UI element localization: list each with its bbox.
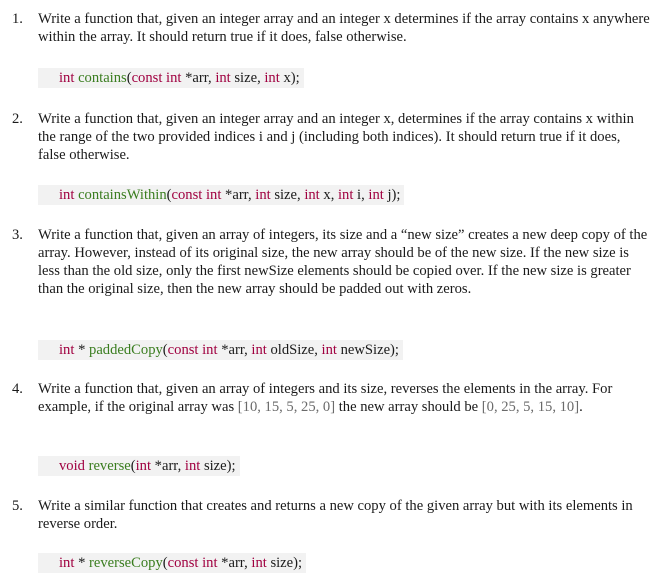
code-keyword: int xyxy=(184,458,204,474)
code-keyword: int xyxy=(264,70,284,86)
code-keyword: int xyxy=(135,458,155,474)
code-text: *arr, xyxy=(225,187,256,203)
problem-text: Write a similar function that creates and returns a new copy of the given array but with its elements in reverse order. xyxy=(38,498,633,532)
code-text: size, xyxy=(234,70,265,86)
code-keyword: int xyxy=(215,70,235,86)
code-function-name: reverseCopy xyxy=(89,555,163,571)
problem-text xyxy=(38,380,650,416)
code-text: ( xyxy=(166,187,172,203)
code-signature-padded-copy xyxy=(38,340,403,360)
code-keyword: int xyxy=(321,342,341,358)
code-keyword: int xyxy=(304,187,324,203)
original-array-example: [10, 15, 5, 25, 0] xyxy=(237,399,336,415)
code-function-name: containsWithin xyxy=(78,187,167,203)
code-keyword: const int xyxy=(167,342,222,358)
code-function-name: contains xyxy=(78,70,127,86)
code-keyword: int xyxy=(337,187,358,203)
code-text: x, xyxy=(323,187,338,203)
code-signature-reverse xyxy=(38,456,240,476)
code-function-name: reverse xyxy=(88,458,131,474)
code-text: oldSize, xyxy=(270,342,322,358)
problem-text-part: . xyxy=(579,399,583,415)
problem-text-part: Write a function that, given an array of integers and its size, reverses the elements in the array. For example, if the original array was xyxy=(38,381,613,415)
code-text: *arr, xyxy=(221,342,252,358)
code-keyword: void xyxy=(59,458,89,474)
code-text: size); xyxy=(270,555,303,571)
problem-number: 1. xyxy=(12,11,23,27)
code-text: * xyxy=(78,342,90,358)
code-keyword: const int xyxy=(131,70,186,86)
code-text: x); xyxy=(283,70,300,86)
problem-number: 5. xyxy=(12,498,23,514)
code-keyword: const int xyxy=(171,187,226,203)
code-keyword: int xyxy=(59,187,79,203)
code-text: * xyxy=(78,555,90,571)
reversed-array-example: [0, 25, 5, 15, 10] xyxy=(481,399,580,415)
problem-number: 2. xyxy=(12,111,23,127)
code-keyword: int xyxy=(251,555,271,571)
code-function-name: paddedCopy xyxy=(89,342,163,358)
code-signature-contains-within xyxy=(38,185,404,205)
code-text: size); xyxy=(203,458,236,474)
code-keyword: int xyxy=(251,342,271,358)
code-text: ( xyxy=(162,555,168,571)
code-text: j); xyxy=(387,187,401,203)
code-keyword: int xyxy=(368,187,388,203)
problem-number: 4. xyxy=(12,381,23,397)
code-text: newSize); xyxy=(340,342,399,358)
code-keyword: int xyxy=(59,70,79,86)
problem-text: Write a function that, given an integer array and an integer x determines if the array contains x anywhere within the array. It should return true if it does, false otherwise. xyxy=(38,11,650,45)
code-signature-contains xyxy=(38,68,304,88)
code-signature-reverse-copy xyxy=(38,553,306,573)
problem-number: 3. xyxy=(12,227,23,243)
code-text: *arr, xyxy=(221,555,252,571)
code-keyword: int xyxy=(59,555,79,571)
problem-text: Write a function that, given an integer array and an integer x, determines if the array contains x within the range of the two provided indices i and j (including both indices). It should return true if it does, false otherwise. xyxy=(38,111,634,163)
code-text: ( xyxy=(126,70,132,86)
code-keyword: int xyxy=(255,187,275,203)
code-text: ( xyxy=(130,458,136,474)
code-text: *arr, xyxy=(185,70,216,86)
code-keyword: int xyxy=(59,342,79,358)
problem-text-part: the new array should be xyxy=(335,399,482,415)
problem-text: Write a function that, given an array of integers, its size and a “new size” creates a new deep copy of the array. However, instead of its original size, the new array should be of the new size. If the new size is less than the old size, only the first newSize elements should be copied over. If the new size is greater than the original size, then the new array should be padded out with zeros. xyxy=(38,227,648,297)
code-text: *arr, xyxy=(154,458,185,474)
code-keyword: const int xyxy=(167,555,222,571)
code-text: ( xyxy=(162,342,168,358)
code-text: i, xyxy=(357,187,369,203)
code-text: size, xyxy=(274,187,305,203)
